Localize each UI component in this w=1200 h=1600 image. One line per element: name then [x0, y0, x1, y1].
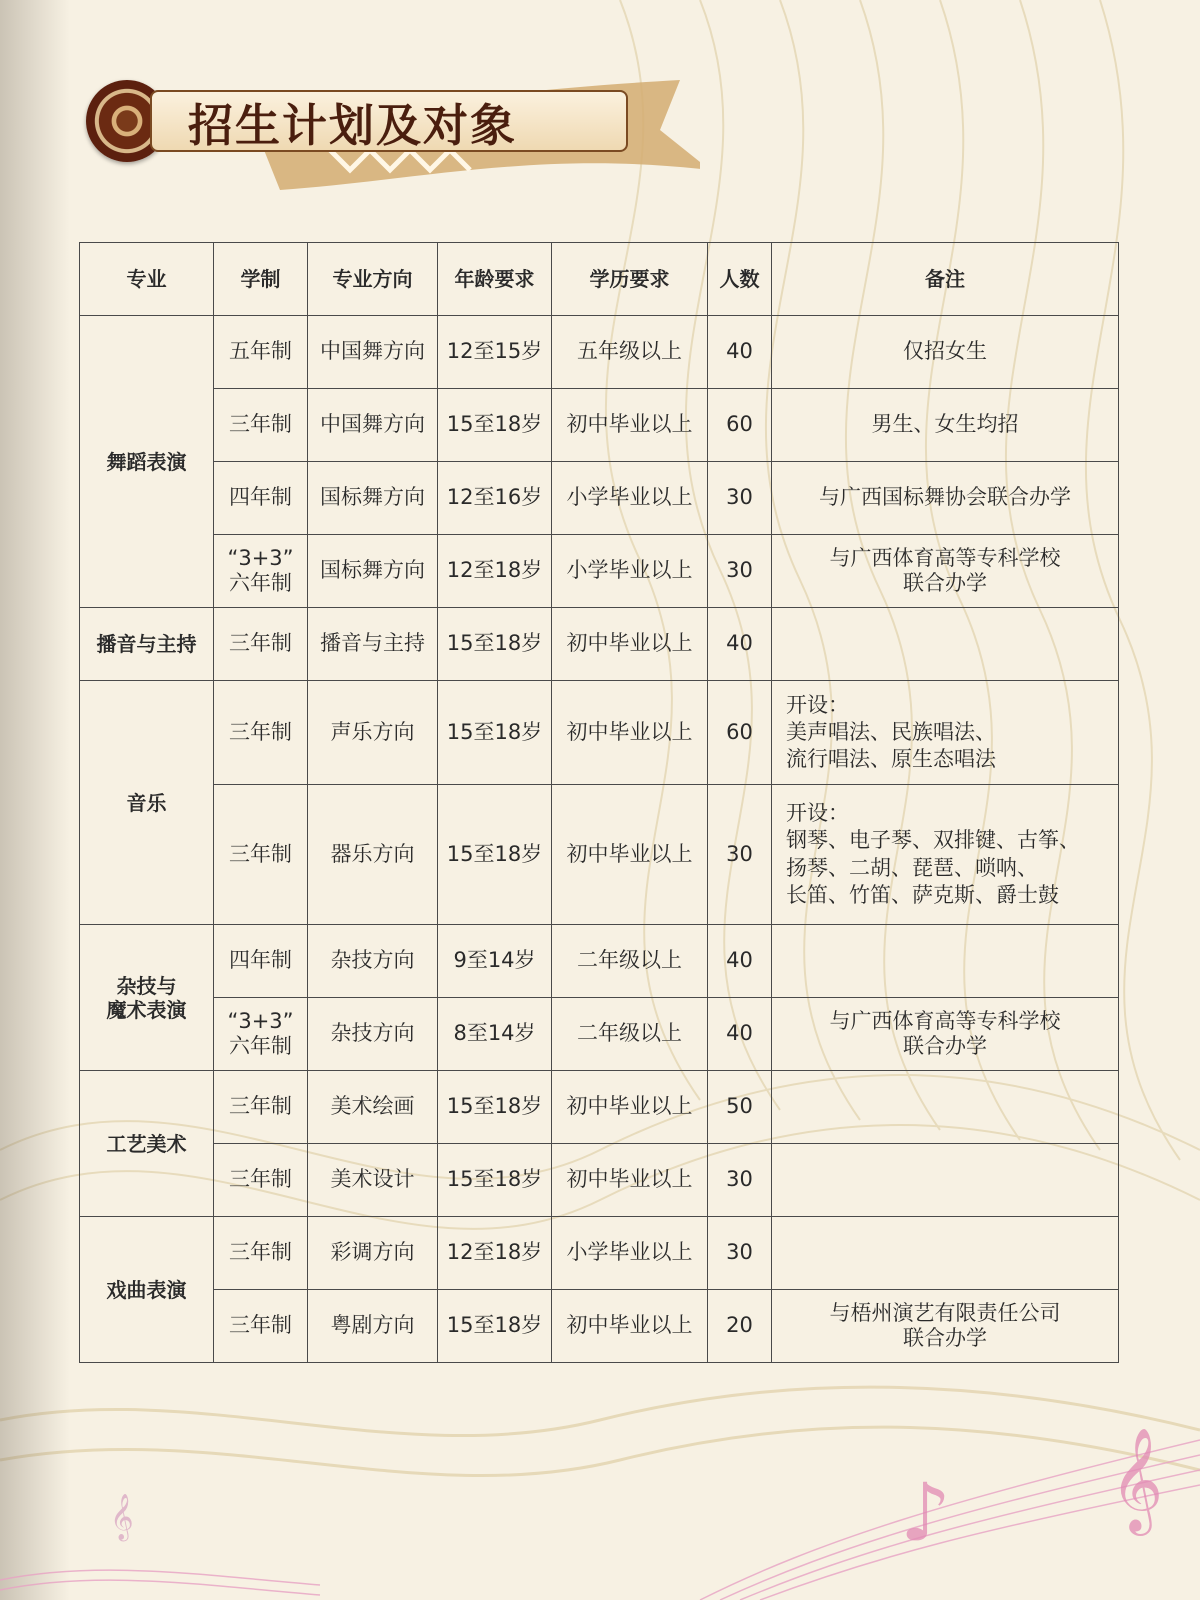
page-title: 招生计划及对象: [188, 98, 518, 152]
major-cell: 工艺美术: [80, 1071, 214, 1217]
direction-cell: 粤剧方向: [308, 1290, 438, 1363]
note-cell: 仅招女生: [772, 316, 1119, 389]
note-cell: [772, 925, 1119, 998]
treble-clef-icon: 𝄞: [1110, 1427, 1164, 1532]
count-cell: 30: [708, 1144, 772, 1217]
age-cell: 9至14岁: [438, 925, 552, 998]
header-major: 专业: [80, 243, 214, 316]
age-cell: 8至14岁: [438, 998, 552, 1071]
table-row: [80, 535, 1119, 608]
note-cell: 开设： 钢琴、电子琴、双排键、古筝、 扬琴、二胡、琵琶、唢呐、 长笛、竹笛、萨克斯、爵士鼓: [772, 785, 1119, 925]
direction-cell: 声乐方向: [308, 681, 438, 785]
count-cell: 40: [708, 316, 772, 389]
count-cell: 50: [708, 1071, 772, 1144]
direction-cell: 中国舞方向: [308, 389, 438, 462]
age-cell: 15至18岁: [438, 785, 552, 925]
count-cell: 20: [708, 1290, 772, 1363]
table-row: [80, 925, 1119, 998]
count-cell: 30: [708, 535, 772, 608]
count-cell: 60: [708, 681, 772, 785]
years-cell: 三年制: [214, 785, 308, 925]
direction-cell: 美术绘画: [308, 1071, 438, 1144]
education-cell: 初中毕业以上: [552, 608, 708, 681]
age-cell: 12至18岁: [438, 1217, 552, 1290]
education-cell: 小学毕业以上: [552, 1217, 708, 1290]
note-cell: 与广西体育高等专科学校 联合办学: [772, 535, 1119, 608]
title-box: [150, 90, 628, 152]
table-header-row: [80, 243, 1119, 316]
age-cell: 15至18岁: [438, 389, 552, 462]
music-note-decoration: [0, 1380, 1200, 1600]
education-cell: 二年级以上: [552, 998, 708, 1071]
years-cell: 三年制: [214, 681, 308, 785]
count-cell: 40: [708, 998, 772, 1071]
age-cell: 15至18岁: [438, 1144, 552, 1217]
direction-cell: 国标舞方向: [308, 535, 438, 608]
note-cell: 与广西体育高等专科学校 联合办学: [772, 998, 1119, 1071]
direction-cell: 国标舞方向: [308, 462, 438, 535]
direction-cell: 器乐方向: [308, 785, 438, 925]
table-row: [80, 462, 1119, 535]
education-cell: 二年级以上: [552, 925, 708, 998]
note-cell: [772, 608, 1119, 681]
count-cell: 60: [708, 389, 772, 462]
table-row: [80, 1290, 1119, 1363]
header-years: 学制: [214, 243, 308, 316]
age-cell: 12至15岁: [438, 316, 552, 389]
years-cell: 三年制: [214, 608, 308, 681]
age-cell: 12至18岁: [438, 535, 552, 608]
direction-cell: 彩调方向: [308, 1217, 438, 1290]
enrollment-table: [79, 242, 1119, 1363]
years-cell: 四年制: [214, 925, 308, 998]
education-cell: 初中毕业以上: [552, 1290, 708, 1363]
age-cell: 12至16岁: [438, 462, 552, 535]
count-cell: 30: [708, 785, 772, 925]
years-cell: “3+3” 六年制: [214, 998, 308, 1071]
major-cell: 戏曲表演: [80, 1217, 214, 1363]
header-count: 人数: [708, 243, 772, 316]
years-cell: 五年制: [214, 316, 308, 389]
header-note: 备注: [772, 243, 1119, 316]
music-note-icon: ♪: [900, 1466, 952, 1559]
small-clef-icon: 𝄞: [110, 1494, 134, 1540]
count-cell: 40: [708, 925, 772, 998]
years-cell: 三年制: [214, 1144, 308, 1217]
major-cell: 舞蹈表演: [80, 316, 214, 608]
direction-cell: 美术设计: [308, 1144, 438, 1217]
direction-cell: 中国舞方向: [308, 316, 438, 389]
count-cell: 30: [708, 1217, 772, 1290]
education-cell: 初中毕业以上: [552, 681, 708, 785]
direction-cell: 杂技方向: [308, 998, 438, 1071]
count-cell: 30: [708, 462, 772, 535]
education-cell: 初中毕业以上: [552, 389, 708, 462]
header-age: 年龄要求: [438, 243, 552, 316]
years-cell: “3+3” 六年制: [214, 535, 308, 608]
education-cell: 初中毕业以上: [552, 785, 708, 925]
table-row: [80, 389, 1119, 462]
note-cell: 开设： 美声唱法、民族唱法、 流行唱法、原生态唱法: [772, 681, 1119, 785]
header-education: 学历要求: [552, 243, 708, 316]
education-cell: 初中毕业以上: [552, 1071, 708, 1144]
major-cell: 杂技与 魔术表演: [80, 925, 214, 1071]
table-row: [80, 316, 1119, 389]
major-cell: 音乐: [80, 681, 214, 925]
education-cell: 五年级以上: [552, 316, 708, 389]
table-row: [80, 608, 1119, 681]
direction-cell: 杂技方向: [308, 925, 438, 998]
note-cell: [772, 1071, 1119, 1144]
table-row: [80, 1144, 1119, 1217]
age-cell: 15至18岁: [438, 1071, 552, 1144]
table-row: [80, 1071, 1119, 1144]
table-row: [80, 998, 1119, 1071]
table-row: [80, 785, 1119, 925]
years-cell: 三年制: [214, 1217, 308, 1290]
title-banner: [80, 70, 640, 210]
years-cell: 三年制: [214, 1071, 308, 1144]
age-cell: 15至18岁: [438, 1290, 552, 1363]
page-fold-shadow: [0, 0, 70, 1600]
years-cell: 四年制: [214, 462, 308, 535]
education-cell: 小学毕业以上: [552, 535, 708, 608]
header-direction: 专业方向: [308, 243, 438, 316]
note-cell: 男生、女生均招: [772, 389, 1119, 462]
age-cell: 15至18岁: [438, 681, 552, 785]
note-cell: 与梧州演艺有限责任公司 联合办学: [772, 1290, 1119, 1363]
note-cell: 与广西国标舞协会联合办学: [772, 462, 1119, 535]
direction-cell: 播音与主持: [308, 608, 438, 681]
count-cell: 40: [708, 608, 772, 681]
table-row: [80, 681, 1119, 785]
years-cell: 三年制: [214, 1290, 308, 1363]
years-cell: 三年制: [214, 389, 308, 462]
note-cell: [772, 1144, 1119, 1217]
major-cell: 播音与主持: [80, 608, 214, 681]
education-cell: 初中毕业以上: [552, 1144, 708, 1217]
education-cell: 小学毕业以上: [552, 462, 708, 535]
table-row: [80, 1217, 1119, 1290]
age-cell: 15至18岁: [438, 608, 552, 681]
note-cell: [772, 1217, 1119, 1290]
